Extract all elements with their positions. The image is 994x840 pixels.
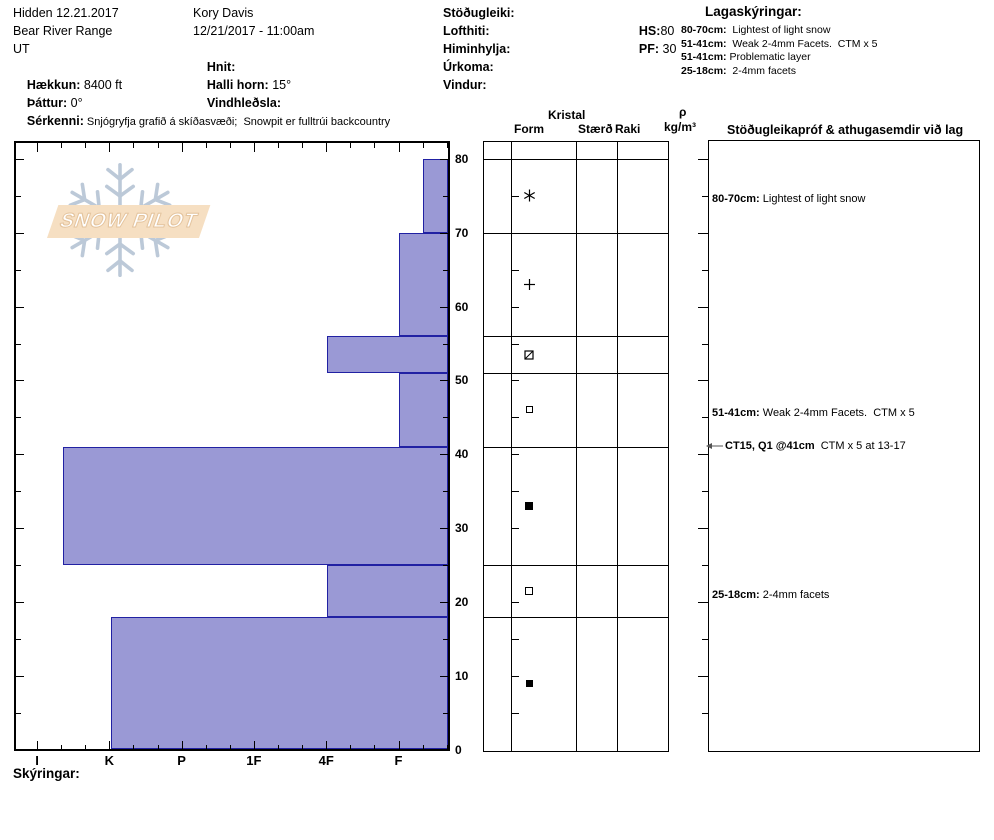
hardness-tick-top [326, 143, 327, 152]
form-col-tick [512, 713, 519, 714]
hardness-tick-top [133, 143, 134, 148]
depth-tick-left [16, 565, 21, 566]
form-col-tick [512, 528, 519, 529]
density-col-tick [698, 307, 708, 308]
kristal-header: Kristal [548, 108, 586, 122]
aspect-value: 0° [67, 96, 83, 110]
logo-banner [47, 205, 210, 238]
grain-symbol-square-open-small [526, 406, 533, 413]
form-col-tick [512, 344, 519, 345]
depth-tick-right [440, 159, 448, 160]
hardness-tick-top [61, 143, 62, 148]
pf-value: 30 [659, 42, 677, 56]
hardness-tick-bottom [254, 741, 255, 750]
hardness-tick-bottom [374, 745, 375, 750]
depth-tick-left [16, 639, 21, 640]
hardness-tick-bottom [85, 745, 86, 750]
depth-tick-right [440, 454, 448, 455]
windloading-label: Vindhleðsla: [206, 96, 281, 110]
depth-tick-right [440, 528, 448, 529]
layer-line-51cm [483, 373, 669, 374]
hardness-tick-top [350, 143, 351, 148]
grain-symbol-square-slash [524, 350, 534, 360]
density-col-tick [702, 639, 708, 640]
hardness-tick-top [399, 143, 400, 152]
form-col-tick [512, 196, 519, 197]
pit-range: Bear River Range [13, 24, 113, 38]
airtemp-label: Lofthiti: [443, 24, 490, 38]
hardness-tick-bottom [350, 745, 351, 750]
layer-line-56cm [483, 336, 669, 337]
elevation-value: 8400 ft [80, 78, 123, 92]
hardness-tick-bottom [37, 741, 38, 750]
density-rho-header: ρ [679, 105, 687, 119]
hardness-tick-top [278, 143, 279, 148]
depth-tick-left [16, 417, 21, 418]
slope-value: 15° [268, 78, 292, 92]
depth-tick-left [16, 713, 21, 714]
depth-tick-left [16, 491, 21, 492]
layer-annotation: 51-41cm: Weak 2-4mm Facets. CTM x 5 [712, 406, 915, 419]
wind-label: Vindur: [443, 78, 487, 92]
grain-symbol-square-open [525, 587, 533, 595]
aspect-label: Þáttur: [26, 96, 68, 110]
depth-label-80: 80 [455, 152, 469, 167]
hardness-tick-top [423, 143, 424, 148]
density-col-tick [702, 270, 708, 271]
hardness-tick-top [230, 143, 231, 148]
depth-tick-left [16, 676, 24, 677]
depth-tick-left [16, 380, 24, 381]
hardness-tick-top [85, 143, 86, 148]
hardness-tick-bottom [109, 741, 110, 750]
depth-tick-right [443, 565, 448, 566]
size-header: Stærð [578, 122, 613, 136]
hardness-tick-bottom [182, 741, 183, 750]
hardness-label-4F: 4F [318, 753, 334, 768]
density-col-tick [698, 454, 708, 455]
wetness-header: Raki [615, 122, 641, 136]
depth-tick-left [16, 233, 24, 234]
hardness-tick-bottom [206, 745, 207, 750]
hardness-label-F: F [394, 753, 403, 768]
depth-tick-right [440, 233, 448, 234]
depth-label-10: 10 [455, 668, 469, 683]
hardness-tick-top [206, 143, 207, 148]
depth-label-30: 30 [455, 521, 469, 536]
stability-tests-header: Stöðugleikapróf & athugasemdir við lag [727, 123, 964, 137]
legend-label: Skýringar: [13, 766, 80, 781]
depth-tick-right [443, 196, 448, 197]
depth-tick-left [16, 270, 21, 271]
hardness-label-1F: 1F [246, 753, 262, 768]
hardness-tick-bottom [61, 745, 62, 750]
density-col-tick [698, 528, 708, 529]
form-col-tick [512, 454, 519, 455]
windloading-row [193, 76, 281, 130]
depth-tick-right [440, 676, 448, 677]
form-col-tick [512, 307, 519, 308]
layer-annotation: 25-18cm: 2-4mm facets [712, 588, 830, 601]
depth-tick-right [443, 417, 448, 418]
grain-symbol-plus [523, 278, 536, 291]
hardness-tick-top [37, 143, 38, 152]
hardness-label-P: P [177, 753, 186, 768]
pit-state: UT [13, 42, 30, 56]
stability-label: Stöðugleiki: [443, 6, 515, 20]
layer-notes-list [681, 24, 877, 78]
density-col-tick [698, 676, 708, 677]
depth-label-0: 0 [455, 742, 462, 757]
hardness-tick-top [254, 143, 255, 152]
depth-tick-right [443, 344, 448, 345]
depth-tick-right [443, 713, 448, 714]
depth-tick-left [16, 307, 24, 308]
density-col-tick [698, 159, 708, 160]
elevation-label: Hækkun: [26, 78, 81, 92]
layer-note-item: 51-41cm: Problematic layer [681, 51, 811, 63]
form-col-tick [512, 602, 519, 603]
observer-name: Kory Davis [193, 6, 254, 20]
form-col-tick [512, 417, 519, 418]
grain-symbol-square-filled [525, 502, 533, 510]
layer-note-item: 80-70cm: Lightest of light snow [681, 24, 831, 36]
layer-note-item: 51-41cm: Weak 2-4mm Facets. CTM x 5 [681, 37, 878, 50]
density-col-tick [698, 233, 708, 234]
notes-value: Snjógryfja grafið á skíðasvæði; Snowpit er fulltrúi backcountry [83, 116, 391, 128]
density-col-tick [698, 380, 708, 381]
pf-label: PF: [638, 42, 660, 56]
hardness-tick-top [302, 143, 303, 148]
hardness-tick-bottom [326, 741, 327, 750]
density-col-tick [702, 196, 708, 197]
depth-label-40: 40 [455, 447, 469, 462]
table-border-bottom [483, 751, 669, 752]
depth-tick-left [16, 602, 24, 603]
left-arrow-icon [706, 442, 723, 450]
coords-label: Hnit: [206, 60, 236, 74]
depth-label-70: 70 [455, 225, 469, 240]
depth-tick-right [443, 270, 448, 271]
layer-line-70cm [483, 233, 669, 234]
layer-annotation: CT15, Q1 @41cm CTM x 5 at 13-17 [706, 440, 906, 452]
pit-datetime: 12/21/2017 - 11:00am [193, 24, 315, 38]
pit-name-date: Hidden 12.21.2017 [13, 6, 119, 20]
hardness-tick-bottom [158, 745, 159, 750]
pf-row [625, 22, 676, 76]
grain-symbol-square-filled-small [526, 680, 533, 687]
hardness-tick-top [447, 143, 448, 148]
hardness-tick-top [109, 143, 110, 152]
layer-line-25cm [483, 565, 669, 566]
depth-label-60: 60 [455, 299, 469, 314]
depth-tick-left [16, 196, 21, 197]
form-col-tick [512, 380, 519, 381]
stability-col-border-bottom [708, 751, 980, 752]
layer-notes-title: Lagaskýringar: [705, 4, 802, 19]
layer-note-item: 25-18cm: 2-4mm facets [681, 64, 796, 77]
logo-text: SNOW PILOT [56, 210, 201, 232]
depth-tick-right [440, 380, 448, 381]
hardness-tick-bottom [399, 741, 400, 750]
hardness-label-K: K [104, 753, 114, 768]
depth-label-50: 50 [455, 373, 469, 388]
layer-line-18cm [483, 617, 669, 618]
density-col-tick [702, 417, 708, 418]
stability-col-border-right [979, 140, 980, 752]
depth-tick-left [16, 344, 21, 345]
density-col-tick [702, 344, 708, 345]
form-col-tick [512, 676, 519, 677]
density-unit-header: kg/m³ [664, 120, 697, 134]
sky-label: Himinhylja: [443, 42, 511, 56]
depth-tick-right [440, 602, 448, 603]
hardness-tick-top [374, 143, 375, 148]
layer-annotation: 80-70cm: Lightest of light snow [712, 192, 866, 205]
hardness-tick-bottom [447, 745, 448, 750]
form-col-tick [512, 270, 519, 271]
depth-tick-left [16, 454, 24, 455]
hs-value: 80 [660, 24, 675, 38]
form-col-tick [512, 639, 519, 640]
depth-label-20: 20 [455, 594, 469, 609]
hs-label: HS: [638, 24, 661, 38]
precip-label: Úrkoma: [443, 60, 494, 74]
hardness-tick-top [182, 143, 183, 152]
depth-tick-left [16, 159, 24, 160]
hardness-tick-bottom [133, 745, 134, 750]
notes-label: Sérkenni: [26, 114, 84, 128]
density-col-tick [702, 565, 708, 566]
depth-tick-right [443, 639, 448, 640]
hardness-tick-top [158, 143, 159, 148]
stability-col-border-top [708, 140, 980, 141]
hardness-label-I: I [35, 753, 39, 768]
slope-label: Halli horn: [206, 78, 269, 92]
grain-symbol-star [523, 189, 536, 202]
depth-tick-right [443, 491, 448, 492]
form-header: Form [514, 122, 544, 136]
hardness-tick-bottom [302, 745, 303, 750]
layer-line-80cm [483, 159, 669, 160]
density-col-tick [702, 491, 708, 492]
hardness-tick-bottom [230, 745, 231, 750]
hardness-tick-bottom [423, 745, 424, 750]
density-col-tick [698, 602, 708, 603]
layer-line-41cm [483, 447, 669, 448]
form-col-tick [512, 491, 519, 492]
depth-tick-left [16, 528, 24, 529]
depth-tick-right [440, 307, 448, 308]
table-border-top [483, 141, 669, 142]
hardness-tick-bottom [278, 745, 279, 750]
density-col-tick [702, 713, 708, 714]
